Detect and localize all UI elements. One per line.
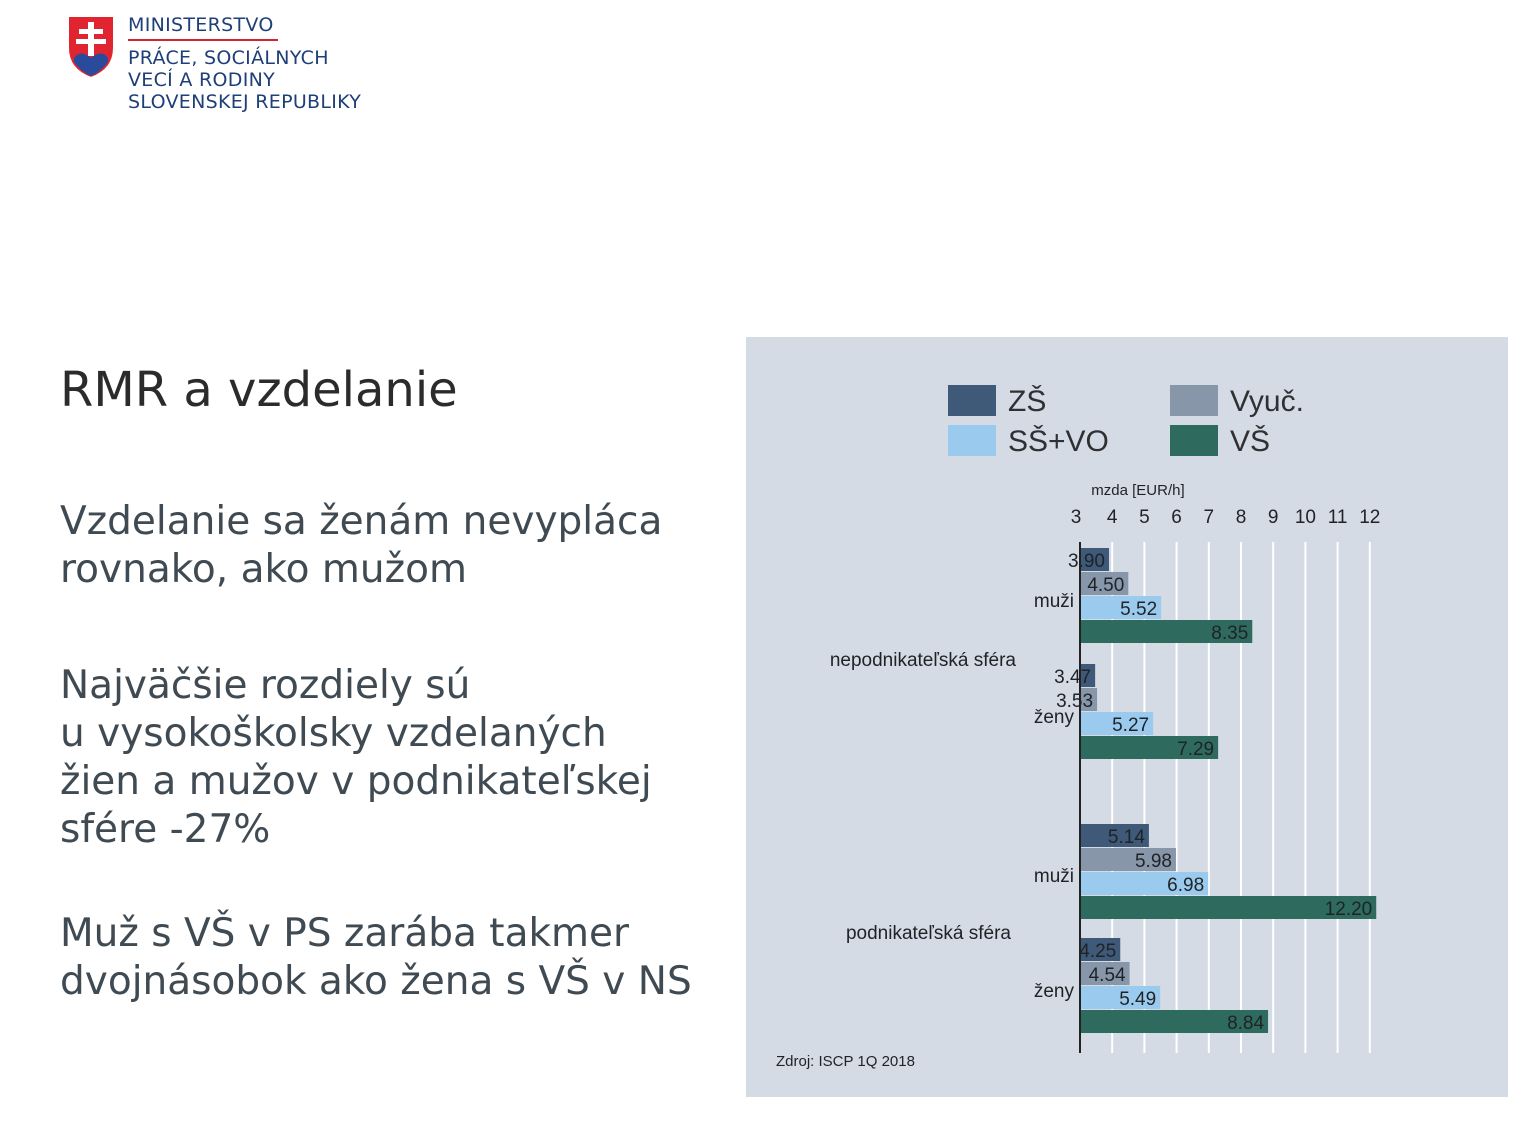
tick-label: 6	[1171, 507, 1182, 528]
tick-label: 4	[1106, 507, 1118, 528]
bar-value-label: 6.98	[1167, 875, 1205, 896]
tick-label: 7	[1203, 507, 1215, 528]
org-name-line-4: SLOVENSKEJ REPUBLIKY	[128, 91, 362, 113]
subgroup-label: ženy	[1033, 707, 1074, 728]
bullet-paragraph-1	[60, 498, 662, 594]
paragraph-line: Muž s VŠ v PS zarába takmer	[60, 911, 630, 956]
legend-label-1: ZŠ	[1008, 385, 1047, 418]
bar-value-label: 3.53	[1056, 691, 1094, 712]
bar-value-label: 5.52	[1120, 599, 1158, 620]
wage-by-education-chart	[746, 337, 1508, 1097]
paragraph-line: u vysokoškolsky vzdelaných	[60, 711, 607, 756]
slide-title: RMR a vzdelanie	[60, 362, 458, 418]
tick-label: 10	[1294, 507, 1316, 528]
bar-value-label: 5.27	[1112, 715, 1150, 736]
bar-value-label: 8.84	[1227, 1013, 1265, 1034]
subgroup-label: muži	[1033, 591, 1074, 612]
bullet-paragraph-2	[60, 662, 652, 854]
paragraph-line: dvojnásobok ako žena s VŠ v NS	[60, 959, 692, 1004]
chart-source: Zdroj: ISCP 1Q 2018	[776, 1053, 915, 1070]
org-name-line-3: VECÍ A RODINY	[128, 69, 276, 91]
bar-value-label: 7.29	[1177, 739, 1215, 760]
group-label: nepodnikateľská sféra	[829, 650, 1016, 671]
bar-value-label: 5.14	[1107, 827, 1145, 848]
subgroup-label: muži	[1033, 866, 1074, 887]
slovak-coat-of-arms-icon	[66, 14, 116, 80]
tick-label: 3	[1070, 507, 1082, 528]
subgroup-label: ženy	[1033, 981, 1074, 1002]
bar-value-label: 3.47	[1054, 667, 1092, 688]
bar-value-label: 5.49	[1119, 989, 1157, 1010]
org-name-line-1: MINISTERSTVO	[128, 14, 274, 36]
legend-swatch-3	[948, 425, 996, 456]
legend-swatch-4	[1170, 425, 1218, 456]
tick-label: 8	[1235, 507, 1247, 528]
chart-canvas	[746, 337, 1508, 1097]
tick-label: 11	[1327, 507, 1348, 528]
bar-value-label: 3.90	[1067, 551, 1105, 572]
paragraph-line: sfére -27%	[60, 807, 271, 852]
legend-label-2: Vyuč.	[1230, 385, 1304, 418]
bar-value-label: 4.25	[1079, 941, 1117, 962]
paragraph-line: rovnako, ako mužom	[60, 547, 467, 592]
group-label: podnikateľská sféra	[845, 923, 1011, 944]
legend-swatch-2	[1170, 385, 1218, 416]
legend-label-4: VŠ	[1230, 425, 1271, 458]
bar-value-label: 4.54	[1088, 965, 1126, 986]
paragraph-line: žien a mužov v podnikateľskej	[60, 759, 652, 804]
bar-value-label: 5.98	[1134, 851, 1172, 872]
org-name-line-2: PRÁCE, SOCIÁLNYCH	[128, 47, 329, 69]
axis-unit-label: mzda [EUR/h]	[1091, 482, 1185, 499]
legend-label-3: SŠ+VO	[1008, 425, 1109, 458]
tick-label: 9	[1267, 507, 1279, 528]
org-name-divider	[128, 39, 278, 41]
tick-label: 5	[1139, 507, 1150, 528]
paragraph-line: Vzdelanie sa ženám nevypláca	[60, 499, 663, 544]
bar-value-label: 8.35	[1211, 623, 1249, 644]
bar-value-label: 12.20	[1324, 899, 1373, 920]
legend-swatch-1	[948, 385, 996, 416]
tick-label: 12	[1359, 507, 1381, 528]
bar-value-label: 4.50	[1087, 575, 1125, 596]
paragraph-line: Najväčšie rozdiely sú	[60, 663, 471, 708]
bullet-paragraph-3	[60, 910, 692, 1006]
